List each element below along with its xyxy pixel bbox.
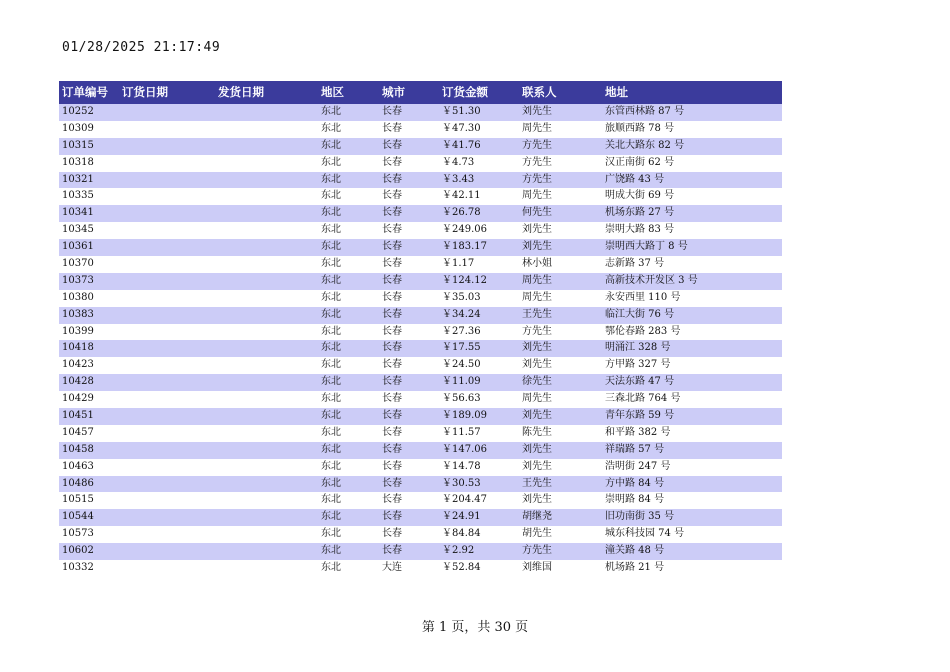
cell-order-id: 10373 (62, 274, 94, 286)
cell-order-id: 10252 (62, 106, 94, 117)
cell-region: 东北 (321, 291, 341, 303)
cell-amount: ￥35.03 (442, 291, 481, 303)
cell-city: 长春 (382, 122, 402, 134)
cell-address: 天法东路 47 号 (605, 376, 675, 388)
cell-region: 东北 (321, 528, 341, 540)
cell-region: 东北 (321, 511, 341, 523)
cell-amount: ￥51.30 (442, 106, 481, 117)
table-row (59, 340, 782, 357)
header-order-date: 订货日期 (122, 85, 168, 99)
cell-contact: 林小姐 (522, 258, 552, 270)
cell-address: 汉正南街 62 号 (605, 156, 675, 168)
cell-region: 东北 (321, 139, 341, 151)
cell-order-id: 10341 (62, 207, 94, 219)
table-row (59, 476, 782, 493)
table-row (59, 307, 782, 324)
cell-region: 东北 (321, 106, 341, 117)
cell-contact: 刘先生 (522, 443, 552, 455)
cell-region: 东北 (321, 274, 341, 286)
cell-order-id: 10573 (62, 528, 94, 540)
cell-city: 长春 (382, 291, 402, 303)
table-row (59, 408, 782, 425)
cell-region: 东北 (321, 156, 341, 168)
cell-address: 和平路 382 号 (605, 426, 671, 438)
cell-amount: ￥17.55 (442, 342, 481, 354)
cell-city: 长春 (382, 173, 402, 185)
cell-contact: 周先生 (522, 291, 552, 303)
cell-region: 东北 (321, 241, 341, 253)
cell-contact: 何先生 (522, 207, 552, 219)
cell-city: 长春 (382, 274, 402, 286)
cell-contact: 周先生 (522, 274, 552, 286)
cell-amount: ￥147.06 (442, 443, 487, 455)
cell-order-id: 10458 (62, 443, 94, 455)
cell-order-id: 10332 (62, 562, 94, 574)
cell-address: 高新技术开发区 3 号 (605, 274, 698, 286)
cell-region: 东北 (321, 376, 341, 388)
cell-amount: ￥11.57 (442, 426, 481, 438)
cell-contact: 刘先生 (522, 241, 552, 253)
cell-amount: ￥204.47 (442, 494, 487, 506)
cell-amount: ￥14.78 (442, 460, 481, 472)
table-row (59, 509, 782, 526)
cell-city: 大连 (382, 562, 402, 574)
cell-order-id: 10451 (62, 410, 94, 422)
cell-contact: 刘维国 (522, 562, 552, 574)
cell-city: 长春 (382, 139, 402, 151)
cell-city: 长春 (382, 426, 402, 438)
cell-city: 长春 (382, 477, 402, 489)
cell-address: 祥瑞路 57 号 (605, 443, 665, 455)
cell-amount: ￥27.36 (442, 325, 481, 337)
cell-region: 东北 (321, 460, 341, 472)
cell-amount: ￥1.17 (442, 258, 475, 270)
cell-order-id: 10463 (62, 460, 94, 472)
cell-order-id: 10345 (62, 224, 94, 236)
cell-contact: 刘先生 (522, 342, 552, 354)
table-row (59, 138, 782, 155)
cell-city: 长春 (382, 376, 402, 388)
cell-amount: ￥2.92 (442, 545, 475, 557)
cell-address: 崇明大路 83 号 (605, 224, 675, 236)
cell-region: 东北 (321, 426, 341, 438)
cell-region: 东北 (321, 494, 341, 506)
cell-contact: 方先生 (522, 139, 552, 151)
cell-contact: 周先生 (522, 190, 552, 202)
page-footer: 第 1 页，共 30 页 (421, 620, 529, 635)
table-row (59, 239, 782, 256)
cell-amount: ￥4.73 (442, 156, 475, 168)
cell-amount: ￥30.53 (442, 477, 481, 489)
orders-table (59, 81, 782, 577)
cell-address: 旧功南街 35 号 (605, 511, 675, 523)
cell-address: 方中路 84 号 (605, 477, 665, 489)
cell-contact: 方先生 (522, 325, 552, 337)
cell-address: 志新路 37 号 (605, 258, 665, 270)
table-row (59, 256, 782, 273)
cell-order-id: 10429 (62, 393, 94, 405)
cell-order-id: 10383 (62, 308, 94, 320)
cell-city: 长春 (382, 528, 402, 540)
cell-amount: ￥47.30 (442, 122, 481, 134)
cell-region: 东北 (321, 122, 341, 134)
table-row (59, 526, 782, 543)
cell-amount: ￥24.91 (442, 511, 481, 523)
cell-region: 东北 (321, 410, 341, 422)
cell-region: 东北 (321, 224, 341, 236)
table-row (59, 121, 782, 138)
cell-region: 东北 (321, 393, 341, 405)
cell-region: 东北 (321, 207, 341, 219)
cell-city: 长春 (382, 342, 402, 354)
cell-address: 机场路 21 号 (605, 562, 665, 574)
cell-address: 崇明西大路丁 8 号 (605, 241, 688, 253)
header-ship-date: 发货日期 (218, 85, 264, 99)
cell-address: 永安西里 110 号 (605, 291, 681, 303)
cell-contact: 王先生 (522, 308, 552, 320)
table-row (59, 459, 782, 476)
cell-city: 长春 (382, 494, 402, 506)
cell-order-id: 10515 (62, 494, 94, 506)
cell-contact: 方先生 (522, 545, 552, 557)
cell-order-id: 10335 (62, 190, 94, 202)
cell-region: 东北 (321, 342, 341, 354)
cell-city: 长春 (382, 443, 402, 455)
table-row (59, 155, 782, 172)
cell-city: 长春 (382, 190, 402, 202)
table-row (59, 492, 782, 509)
cell-amount: ￥52.84 (442, 562, 481, 574)
table-row (59, 205, 782, 222)
cell-city: 长春 (382, 460, 402, 472)
cell-contact: 刘先生 (522, 460, 552, 472)
cell-order-id: 10486 (62, 477, 94, 489)
cell-contact: 陈先生 (522, 426, 552, 438)
cell-address: 崇明路 84 号 (605, 494, 665, 506)
print-timestamp: 01/28/2025 21:17:49 (62, 40, 221, 55)
cell-address: 东管西林路 87 号 (605, 106, 685, 117)
table-row (59, 104, 782, 121)
cell-amount: ￥24.50 (442, 359, 481, 371)
cell-city: 长春 (382, 393, 402, 405)
cell-contact: 徐先生 (522, 376, 552, 388)
cell-amount: ￥26.78 (442, 207, 481, 219)
cell-order-id: 10318 (62, 156, 94, 168)
table-row (59, 324, 782, 341)
cell-amount: ￥41.76 (442, 139, 481, 151)
cell-city: 长春 (382, 106, 402, 117)
cell-order-id: 10428 (62, 376, 94, 388)
cell-region: 东北 (321, 173, 341, 185)
cell-contact: 方先生 (522, 156, 552, 168)
cell-city: 长春 (382, 207, 402, 219)
cell-contact: 刘先生 (522, 106, 552, 117)
cell-address: 方甲路 327 号 (605, 359, 671, 371)
cell-contact: 刘先生 (522, 359, 552, 371)
cell-address: 旅顺西路 78 号 (605, 122, 675, 134)
header-amount: 订货金额 (442, 85, 488, 99)
cell-region: 东北 (321, 545, 341, 557)
cell-contact: 周先生 (522, 122, 552, 134)
cell-region: 东北 (321, 359, 341, 371)
cell-order-id: 10602 (62, 545, 94, 557)
cell-city: 长春 (382, 511, 402, 523)
cell-address: 关北大路东 82 号 (605, 139, 685, 151)
cell-order-id: 10321 (62, 173, 94, 185)
cell-order-id: 10399 (62, 325, 94, 337)
cell-city: 长春 (382, 224, 402, 236)
cell-contact: 周先生 (522, 393, 552, 405)
cell-address: 鄂伦春路 283 号 (605, 325, 681, 337)
cell-amount: ￥124.12 (442, 274, 487, 286)
cell-order-id: 10380 (62, 291, 94, 303)
header-region: 地区 (321, 85, 344, 99)
cell-contact: 胡先生 (522, 528, 552, 540)
table-row (59, 560, 782, 577)
cell-order-id: 10309 (62, 122, 94, 134)
cell-address: 明成大街 69 号 (605, 190, 675, 202)
table-header (59, 81, 782, 104)
cell-address: 临江大街 76 号 (605, 308, 675, 320)
cell-address: 城东科技园 74 号 (605, 528, 685, 540)
cell-amount: ￥183.17 (442, 241, 487, 253)
cell-contact: 刘先生 (522, 494, 552, 506)
cell-contact: 刘先生 (522, 410, 552, 422)
cell-city: 长春 (382, 241, 402, 253)
cell-address: 三森北路 764 号 (605, 393, 681, 405)
cell-region: 东北 (321, 562, 341, 574)
cell-region: 东北 (321, 308, 341, 320)
cell-city: 长春 (382, 545, 402, 557)
cell-region: 东北 (321, 477, 341, 489)
cell-address: 机场东路 27 号 (605, 207, 675, 219)
table-row (59, 442, 782, 459)
cell-amount: ￥11.09 (442, 376, 481, 388)
cell-order-id: 10361 (62, 241, 94, 253)
cell-amount: ￥42.11 (442, 190, 481, 202)
header-address: 地址 (605, 85, 628, 99)
cell-contact: 刘先生 (522, 224, 552, 236)
cell-region: 东北 (321, 325, 341, 337)
cell-contact: 胡继尧 (522, 511, 552, 523)
table-row (59, 273, 782, 290)
cell-contact: 王先生 (522, 477, 552, 489)
cell-city: 长春 (382, 410, 402, 422)
cell-amount: ￥84.84 (442, 528, 481, 540)
cell-city: 长春 (382, 325, 402, 337)
cell-order-id: 10315 (62, 139, 94, 151)
table-row (59, 290, 782, 307)
cell-address: 广饶路 43 号 (605, 173, 665, 185)
cell-order-id: 10544 (62, 511, 94, 523)
table-row (59, 188, 782, 205)
header-order-id: 订单编号 (62, 85, 108, 99)
cell-city: 长春 (382, 308, 402, 320)
table-row (59, 374, 782, 391)
cell-city: 长春 (382, 156, 402, 168)
header-city: 城市 (382, 85, 405, 99)
header-contact: 联系人 (522, 85, 557, 99)
cell-city: 长春 (382, 359, 402, 371)
cell-region: 东北 (321, 258, 341, 270)
cell-amount: ￥56.63 (442, 393, 481, 405)
cell-contact: 方先生 (522, 173, 552, 185)
table-body (59, 104, 782, 577)
cell-amount: ￥249.06 (442, 224, 487, 236)
cell-order-id: 10418 (62, 342, 94, 354)
table-row (59, 543, 782, 560)
cell-address: 浩明街 247 号 (605, 460, 671, 472)
cell-city: 长春 (382, 258, 402, 270)
cell-order-id: 10370 (62, 258, 94, 270)
cell-order-id: 10457 (62, 426, 94, 438)
cell-amount: ￥3.43 (442, 173, 475, 185)
table-row (59, 222, 782, 239)
table-row (59, 425, 782, 442)
cell-region: 东北 (321, 190, 341, 202)
cell-amount: ￥34.24 (442, 308, 481, 320)
cell-region: 东北 (321, 443, 341, 455)
cell-address: 青年东路 59 号 (605, 410, 675, 422)
cell-address: 明涌江 328 号 (605, 342, 671, 354)
cell-order-id: 10423 (62, 359, 94, 371)
table-row (59, 172, 782, 189)
cell-address: 潼关路 48 号 (605, 545, 665, 557)
cell-amount: ￥189.09 (442, 410, 487, 422)
table-row (59, 391, 782, 408)
table-row (59, 357, 782, 374)
